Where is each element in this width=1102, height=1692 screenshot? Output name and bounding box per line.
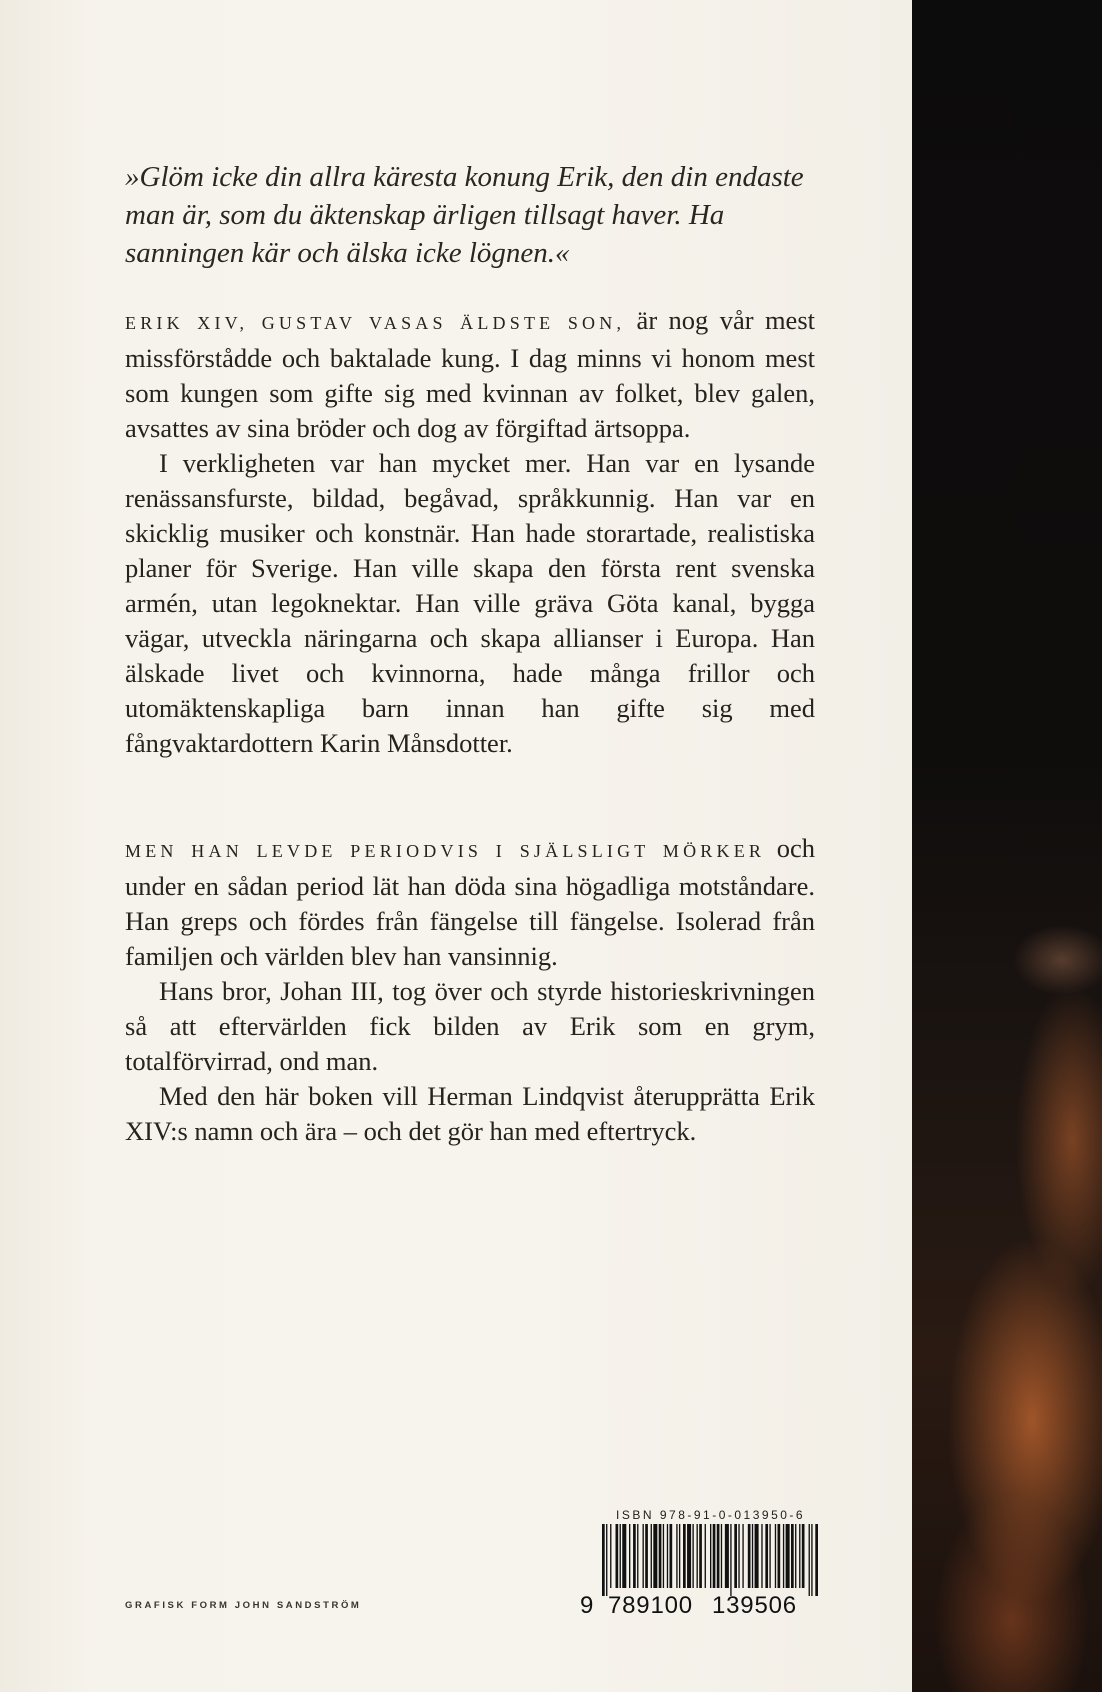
- blurb-paragraph: I verkligheten var han mycket mer. Han var en lysande renässansfurste, bildad, begåvad, språkkunnig. Han var en skicklig musiker och konstnär. Han hade storartade, realistiska planer för Sverige. Han ville skapa den första rent svenska armén, utan legoknektar. Han ville gräva Göta kanal, bygga vägar, utveckla näringarna och skapa allianser i Europa. Han älskade livet och kvinnorna, hade många frillor och utomäktenskapliga barn innan han gifte sig med fångvaktardottern Karin Månsdotter.: [125, 448, 815, 758]
- blurb-section-1: [125, 303, 815, 761]
- lead-in-smallcaps: MEN HAN LEVDE PERIODVIS I SJÄLSLIGT MÖRKER: [125, 841, 766, 861]
- lead-in-smallcaps: ERIK XIV, GUSTAV VASAS ÄLDSTE SON,: [125, 313, 626, 333]
- barcode-first-digit: 9: [580, 1592, 594, 1619]
- paragraph-text: och under en sådan period lät han döda sina högadliga motståndare. Han greps och fördes från fängelse till fängelse. Isolerad från familjen och världen blev han vansinnig.: [125, 833, 816, 971]
- design-credit: GRAFISK FORM JOHN SANDSTRÖM: [125, 1600, 362, 1611]
- isbn-barcode: [580, 1508, 820, 1626]
- isbn-label: ISBN 978-91-0-013950-6: [616, 1508, 806, 1522]
- barcode-digits: [580, 1592, 816, 1622]
- cover-photo-strip: [912, 0, 1102, 1692]
- blurb-paragraph: Hans bror, Johan III, tog över och styrde historieskrivningen så att eftervärlden fick bilden av Erik som en grym, totalförvirrad, ond man.: [125, 976, 815, 1076]
- opening-quote: »Glöm icke din allra käresta konung Erik, den din endaste man är, som du äktenskap ärligen tillsagt haver. Ha sanningen kär och älska icke lögnen.«: [125, 161, 804, 269]
- blurb-paragraph: [125, 831, 815, 974]
- barcode-right-digits: 139506: [712, 1592, 797, 1619]
- blurb-paragraph: [125, 303, 815, 446]
- barcode-bars-icon: [580, 1524, 820, 1596]
- blurb-section-2: [125, 831, 815, 1149]
- paragraph-text: är nog vår mest missförstådde och baktalade kung. I dag minns vi honom mest som kungen som gifte sig med kvinnan av folket, blev galen, avsattes av sina bröder och dog av förgiftad ärtsoppa.: [125, 305, 815, 443]
- blurb-paragraph: Med den här boken vill Herman Lindqvist återupprätta Erik XIV:s namn och ära – och det gör han med eftertryck.: [125, 1081, 815, 1146]
- barcode-left-digits: 789100: [608, 1592, 693, 1619]
